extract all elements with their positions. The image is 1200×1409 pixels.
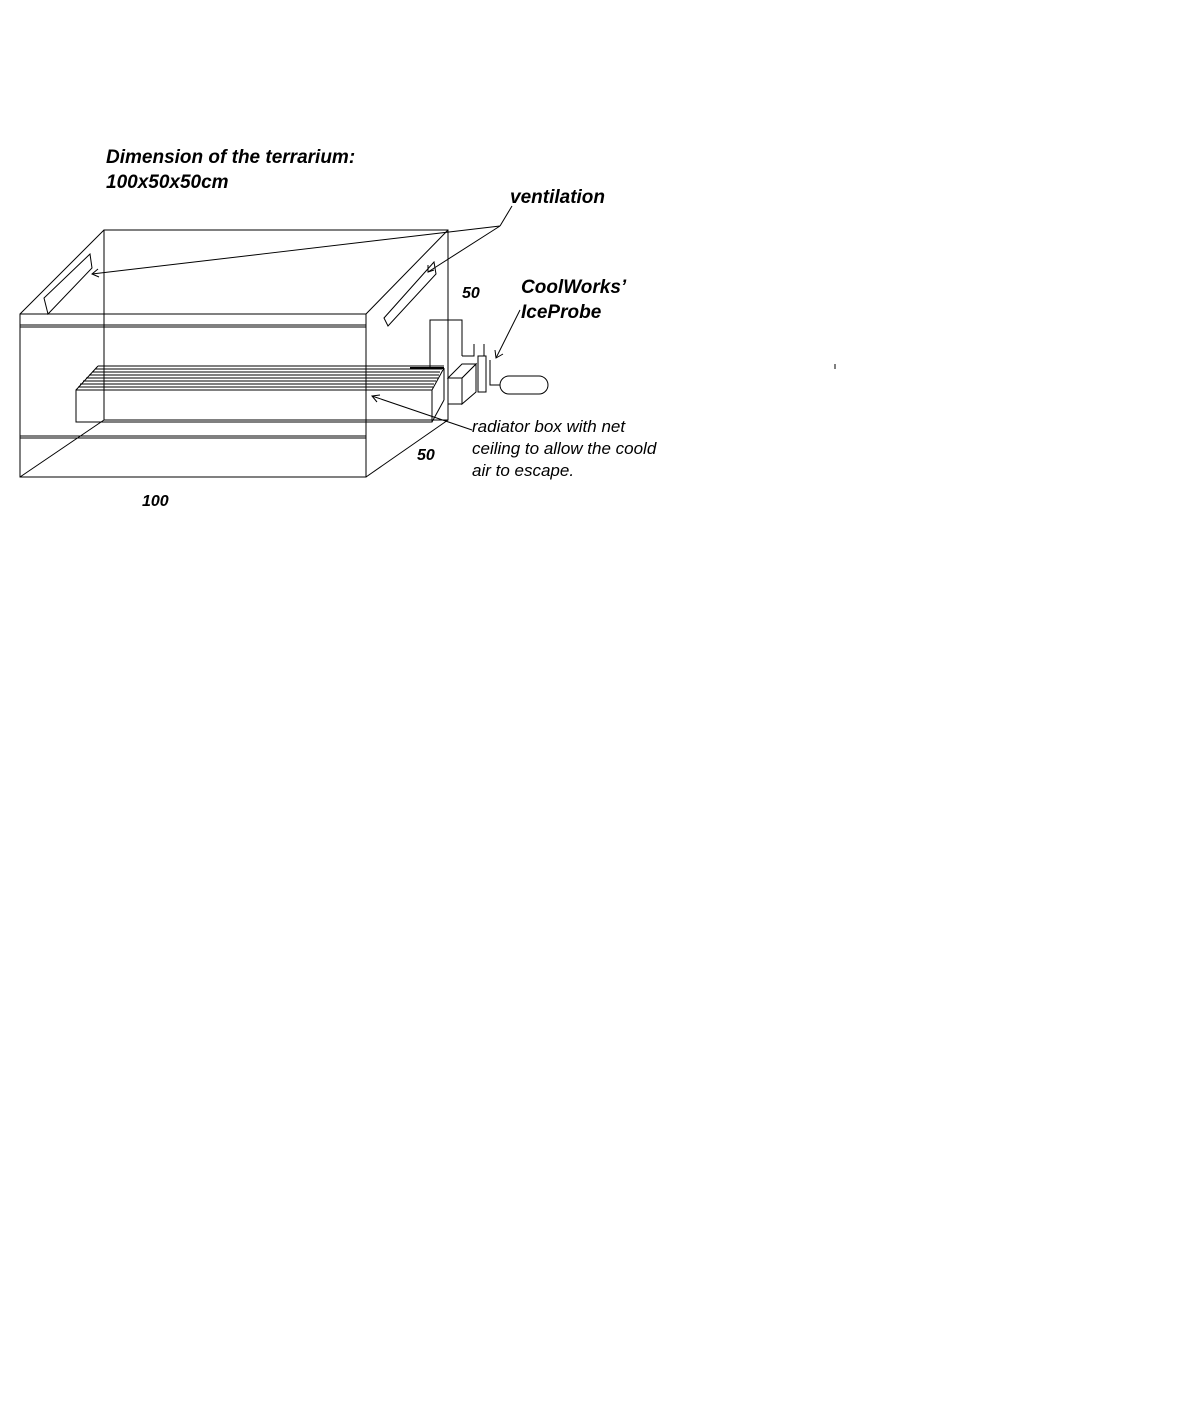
dimension-height-label: 50 (462, 285, 480, 302)
diagram-title-line2: 100x50x50cm (106, 172, 229, 193)
radiator-label-line3: air to escape. (472, 461, 575, 480)
probe-box-front (448, 378, 462, 404)
ice-probe-icon (500, 376, 548, 394)
radiator-label-line1: radiator box with net (472, 417, 626, 436)
dimension-length-label: 100 (142, 493, 169, 510)
coolworks-label-line2: IceProbe (521, 302, 602, 323)
ventilation-leaders (92, 206, 512, 277)
radiator-box (76, 366, 444, 422)
dimension-depth-label: 50 (417, 447, 435, 464)
ventilation-slot-left (44, 254, 92, 314)
front-face (20, 314, 366, 477)
ventilation-label: ventilation (510, 187, 606, 208)
terrarium-box (20, 230, 448, 477)
diagram-title-line1: Dimension of the terrarium: (106, 147, 356, 168)
probe-leader (495, 310, 520, 358)
coolworks-label-line1: CoolWorks’ (521, 277, 627, 298)
radiator-label-line2: ceiling to allow the coold (472, 439, 657, 458)
